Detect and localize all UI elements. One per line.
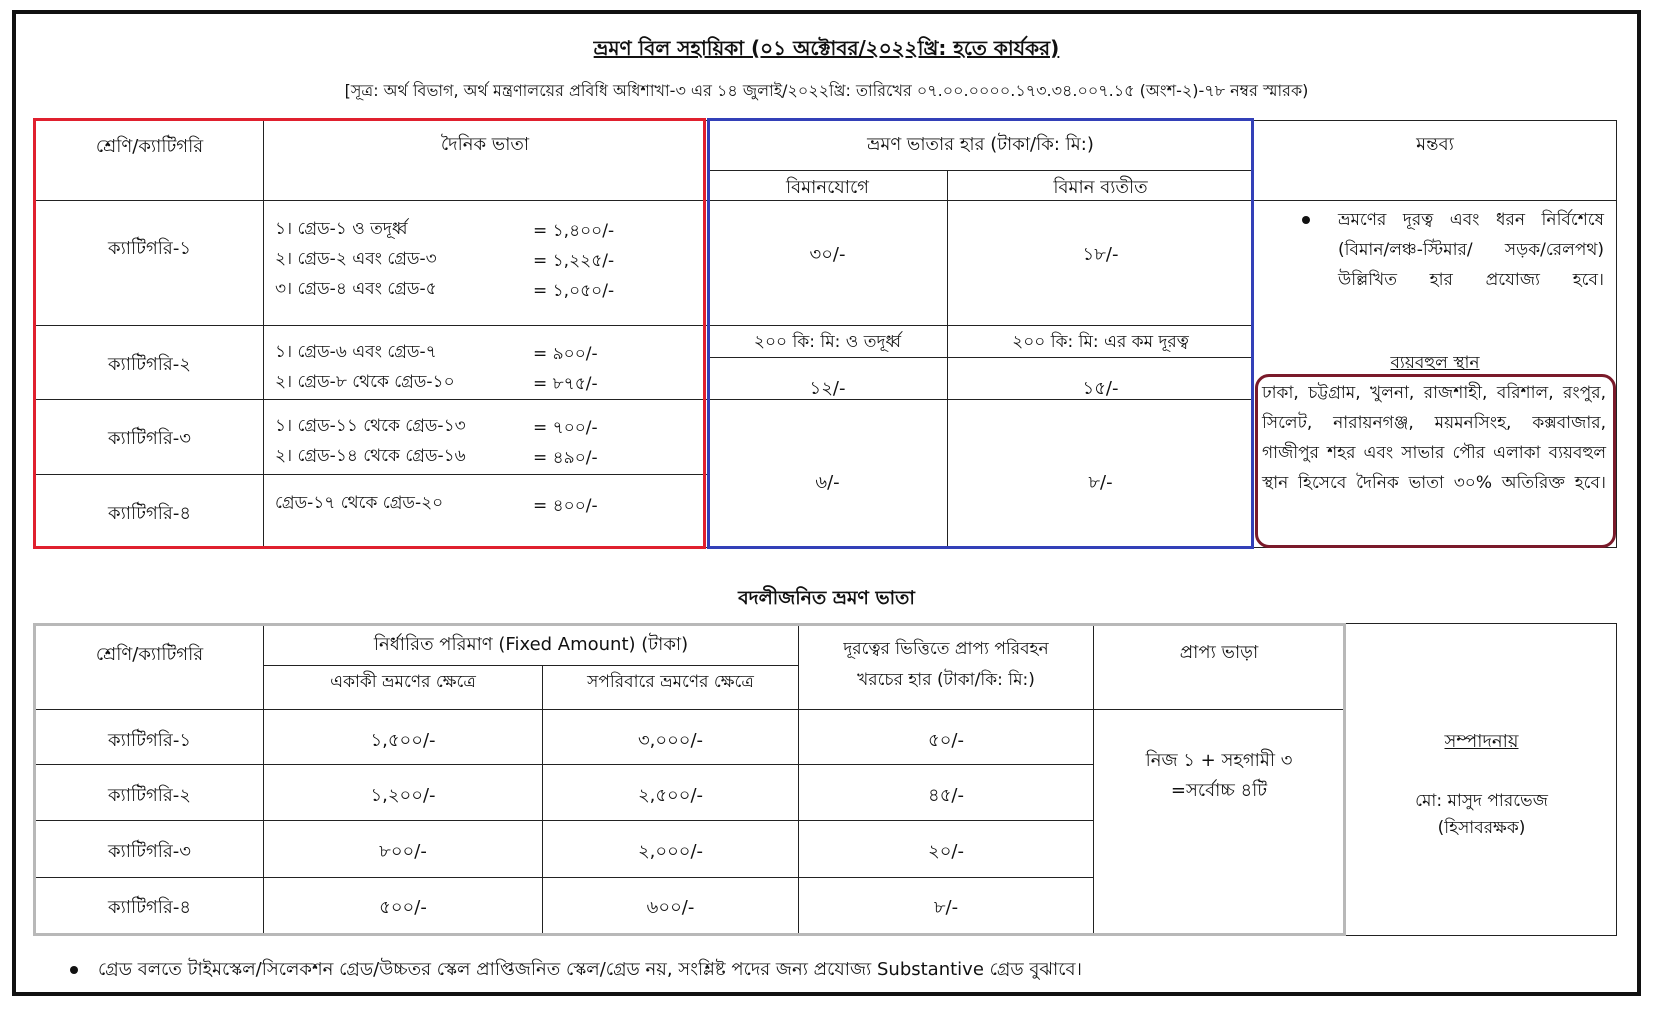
t2-category: ক্যাটিগরি-১ — [107, 730, 191, 751]
grade-line: ১। গ্রেড-৬ এবং গ্রেড-৭ — [275, 342, 437, 362]
t2-header-single: একাকী ভ্রমণের ক্ষেত্রে — [330, 672, 476, 692]
t2-family: ২,৫০০/- — [637, 785, 704, 806]
t2-single: ৫০০/- — [379, 897, 427, 918]
t2-category: ক্যাটিগরি-৪ — [107, 897, 191, 918]
fare-line-2: =সর্বোচ্চ ৪টি — [1170, 780, 1268, 801]
t2-single: ১,৫০০/- — [370, 730, 436, 751]
editor-name: মো: মাসুদ পারভেজ — [1415, 791, 1548, 811]
source-reference: [সূত্র: অর্থ বিভাগ, অর্থ মন্ত্রণালয়ের প্রবিধি অধিশাখা-৩ এর ১৪ জুলাই/২০২২খ্রি: তারিখের ০৭.০০.০০০০.১৭৩.৩৪.০০৭.১৫ (অংশ-২)-৭৮ নম্বর স্মারক) — [344, 81, 1309, 100]
t2-header-transport-2: খরচের হার (টাকা/কি: মি:) — [857, 670, 1035, 690]
daily-allowance-highlight — [33, 118, 706, 549]
header-remarks: মন্তব্য — [1416, 134, 1454, 155]
amount: = ৮৭৫/- — [533, 374, 598, 394]
t2-family: ৬০০/- — [646, 897, 695, 918]
editor-heading: সম্পাদনায় — [1444, 731, 1519, 752]
category-1: ক্যাটিগরি-১ — [107, 238, 191, 259]
footer-note — [70, 955, 1082, 986]
amount: = ৯০০/- — [533, 344, 598, 364]
footer-text: গ্রেড বলতে টাইমস্কেল/সিলেকশন গ্রেড/উচ্চতর স্কেল প্রাপ্তিজনিত স্কেল/গ্রেড নয়, সংশ্লিষ্ট পদের জন্য প্রযোজ্য Substantive গ্রেড বুঝাবে। — [98, 959, 1082, 980]
t2-family: ২,০০০/- — [637, 841, 704, 862]
grade-line: ২। গ্রেড-১৪ থেকে গ্রেড-১৬ — [275, 446, 466, 466]
rate-cat1-air: ৩০/- — [809, 244, 846, 265]
header-travel-rate: ভ্রমণ ভাতার হার (টাকা/কি: মি:) — [867, 134, 1094, 155]
grade-line: ১। গ্রেড-১১ থেকে গ্রেড-১৩ — [275, 416, 466, 436]
header-by-air: বিমানযোগে — [786, 177, 869, 198]
t2-transport: ২০/- — [928, 841, 964, 862]
bullet-icon — [1302, 216, 1310, 224]
transfer-allowance-title: বদলীজনিত ভ্রমণ ভাতা — [738, 587, 915, 609]
grade-line: ২। গ্রেড-২ এবং গ্রেড-৩ — [275, 249, 437, 269]
rate-cat34-over: ৬/- — [815, 472, 840, 493]
grade-line: ১। গ্রেড-১ ও তদূর্ধ্ব — [275, 219, 408, 239]
header-without-air: বিমান ব্যতীত — [1053, 177, 1148, 198]
t2-transport: ৫০/- — [928, 730, 964, 751]
expensive-places-heading: ব্যয়বহুল স্থান — [1390, 353, 1480, 373]
expensive-places-text: ঢাকা, চট্টগ্রাম, খুলনা, রাজশাহী, বরিশাল, রংপুর, সিলেট, নারায়নগঞ্জ, ময়মনসিংহ, কক্সবাজার, গাজীপুর শহর এবং সাভার পৌর এলাকা ব্যয়বহুল স্থান হিসেবে দৈনিক ভাতা ৩০% অতিরিক্ত হবে। — [1262, 383, 1606, 493]
rate-cat2-under: ১৫/- — [1082, 378, 1119, 399]
distance-over-200: ২০০ কি: মি: ও তদূর্ধ্ব — [753, 332, 902, 352]
fare-line-1: নিজ ১ + সহগামী ৩ — [1145, 750, 1293, 771]
t2-transport: ৪৫/- — [928, 785, 964, 806]
t2-header-category: শ্রেণি/ক্যাটিগরি — [95, 644, 204, 665]
t2-single: ১,২০০/- — [370, 785, 436, 806]
t2-header-fixed-amount: নির্ধারিত পরিমাণ (Fixed Amount) (টাকা) — [373, 634, 689, 655]
t2-header-fare: প্রাপ্য ভাড়া — [1179, 642, 1259, 663]
rate-cat2-over: ১২/- — [809, 378, 846, 399]
amount: = ৪৯০/- — [533, 448, 598, 468]
t2-category: ক্যাটিগরি-২ — [107, 785, 192, 806]
header-category: শ্রেণি/ক্যাটিগরি — [95, 136, 204, 157]
rate-cat1-nonair: ১৮/- — [1082, 244, 1119, 265]
t2-family: ৩,০০০/- — [637, 730, 704, 751]
bullet-icon — [70, 966, 78, 974]
grade-line: ২। গ্রেড-৮ থেকে গ্রেড-১০ — [275, 372, 455, 392]
t2-header-family: সপরিবারে ভ্রমণের ক্ষেত্রে — [587, 672, 754, 692]
category-4: ক্যাটিগরি-৪ — [107, 503, 191, 524]
header-daily-allowance: দৈনিক ভাতা — [440, 134, 530, 155]
t2-transport: ৮/- — [933, 897, 959, 918]
t2-category: ক্যাটিগরি-৩ — [107, 841, 192, 862]
amount: = ১,০৫০/- — [533, 281, 615, 301]
t2-single: ৮০০/- — [379, 841, 427, 862]
distance-under-200: ২০০ কি: মি: এর কম দূরত্ব — [1012, 332, 1189, 352]
grade-line: ৩। গ্রেড-৪ এবং গ্রেড-৫ — [275, 279, 437, 299]
document-title: ভ্রমণ বিল সহায়িকা (০১ অক্টোবর/২০২২খ্রি: হতে কার্যকর) — [593, 36, 1060, 60]
category-3: ক্যাটিগরি-৩ — [107, 428, 192, 449]
amount: = ৭০০/- — [533, 418, 598, 438]
grade-line: গ্রেড-১৭ থেকে গ্রেড-২০ — [275, 493, 444, 513]
rate-cat34-under: ৮/- — [1088, 472, 1113, 493]
category-2: ক্যাটিগরি-২ — [107, 354, 192, 375]
remarks-bullet-text: ভ্রমণের দূরত্ব এবং ধরন নির্বিশেষে (বিমান/লঞ্চ-স্টিমার/ সড়ক/রেলপথ) উল্লিখিত হার প্রযোজ্য হবে। — [1338, 210, 1604, 290]
amount: = ১,৪০০/- — [533, 221, 615, 241]
amount: = ৪০০/- — [533, 496, 598, 516]
amount: = ১,২২৫/- — [533, 251, 615, 271]
t2-header-transport-1: দূরত্বের ভিত্তিতে প্রাপ্য পরিবহন — [843, 639, 1049, 659]
editor-title: (হিসাবরক্ষক) — [1437, 818, 1526, 838]
